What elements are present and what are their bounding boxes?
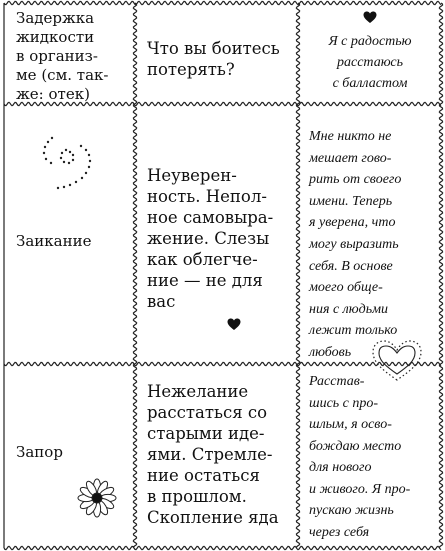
table-border-top [4, 1, 441, 4]
table-border-right [439, 3, 442, 548]
cause-text: Неуверен- ность. Непол- ное самовыра- жение. Слезы как облегче- ние — не для вас [147, 166, 274, 311]
table-cell-cause [147, 165, 297, 312]
problem-text: Запор [16, 443, 63, 461]
problem-text: Задержка жидкости в организ- ме (см. так- же: отек) [16, 9, 109, 103]
table-cell-cause [147, 381, 297, 528]
table-cell-affirmation [309, 371, 439, 543]
table-cell-affirmation [309, 126, 437, 364]
cause-text: Что вы боитесь потерять? [147, 39, 280, 79]
affirmation-text: Я с радостью расстаюсь с балластом [328, 34, 412, 91]
cause-text: Нежелание расстаться со старыми иде- ями. Стремле- ние остаться в прошлом. Скопление яда [147, 382, 279, 527]
spiral-icon [40, 136, 102, 194]
heart-icon [363, 11, 377, 24]
table-cell-problem [16, 232, 134, 251]
heart-icon [227, 318, 241, 331]
flower-icon [76, 477, 118, 519]
table-cell-cause [147, 38, 297, 80]
affirmation-text: Расстав- шись с про- шлым, я осво- бождаю место для нового и живого. Я про- пускаю жизнь через себя [309, 374, 411, 540]
problem-text: Заикание [16, 232, 92, 250]
table-border-bottom [4, 546, 441, 549]
table-cell-problem [16, 443, 134, 462]
affirmation-text: Мне никто не мешает гово- рить от своего имени. Теперь я уверена, что могу выразить себя. В основе моего обще- ния с людьми лежит только любовь [309, 129, 402, 360]
table-cell-problem [16, 9, 134, 104]
table-cell-affirmation [305, 31, 435, 94]
